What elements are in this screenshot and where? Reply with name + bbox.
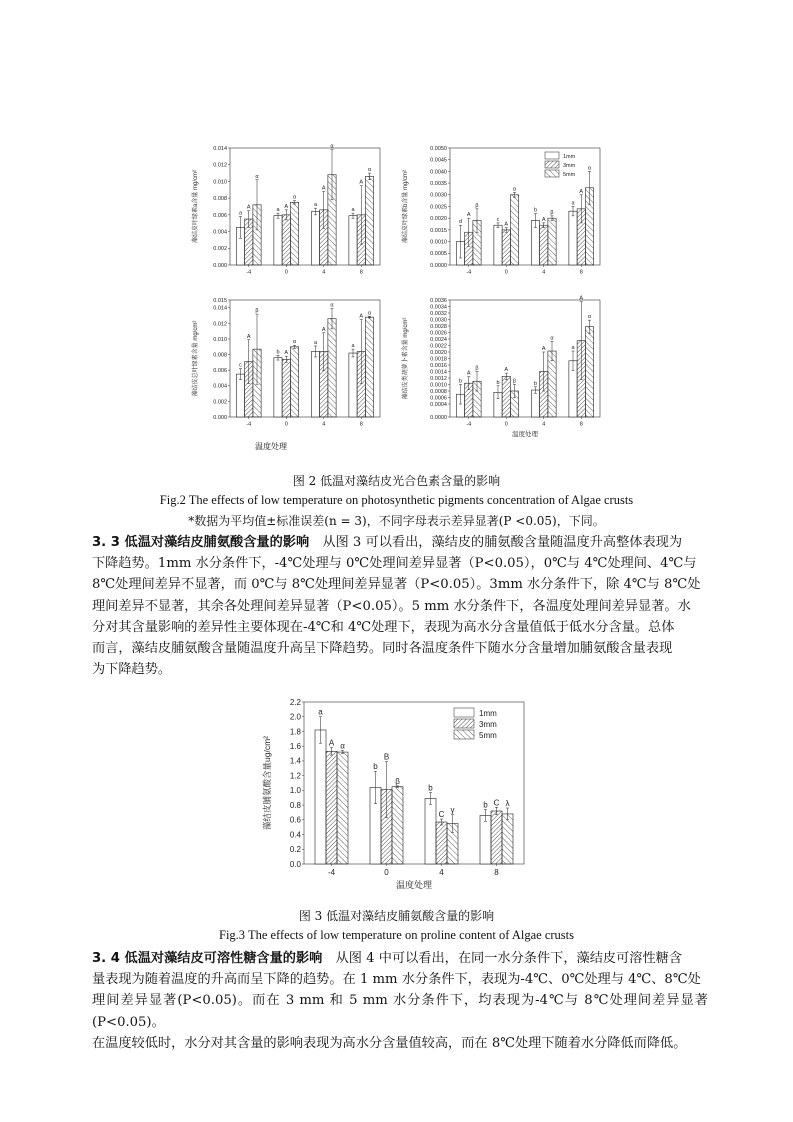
y-tick-label: 0.0036: [430, 297, 447, 304]
x-tick-label: 0: [284, 421, 288, 428]
legend-swatch: [545, 152, 559, 159]
bar-5mm: [290, 202, 298, 265]
fig2-note: *数据为平均值±标准误差(n = 3)，不同字母表示差异显著(P <0.05)，下同。: [188, 514, 605, 528]
y-tick-label: 0.000: [213, 262, 227, 269]
section-3-4-line: 理间差异显著(P<0.05)。而在 3 mm 和 5 mm 水分条件下，均表现为-4℃与 8℃处理间差异显著(P<0.05)。: [92, 993, 708, 1030]
x-tick-label: 8: [579, 421, 583, 428]
x-tick-label: 4: [322, 421, 326, 428]
bar-1mm: [274, 216, 282, 265]
y-tick-label: 0.0018: [430, 356, 447, 363]
significance-label: α: [587, 165, 592, 172]
legend-label: 5mm: [479, 731, 497, 740]
legend-swatch: [454, 708, 474, 717]
y-axis-label: 藻结皮类胡萝卜素含量 mg/cm²: [403, 317, 409, 400]
chart-carotenoid-svg: [400, 292, 610, 450]
bar-1mm: [236, 374, 244, 417]
significance-label: d: [458, 219, 463, 226]
x-tick-label: 0: [504, 269, 508, 276]
section-3-4: [92, 948, 708, 1054]
significance-label: γ: [450, 805, 455, 815]
bar-1mm: [274, 358, 282, 417]
significance-label: A: [579, 295, 584, 302]
significance-label: b: [373, 762, 378, 772]
x-tick-label: -4: [466, 421, 472, 428]
significance-label: a: [571, 345, 575, 352]
y-tick-label: 0.0032: [430, 310, 447, 317]
chart-chla-svg: [190, 140, 390, 288]
y-axis-label: 藻结皮脯氨酸含量ug/cm²: [262, 736, 272, 830]
y-tick-label: 0.0012: [430, 375, 447, 382]
legend-swatch: [545, 161, 559, 168]
significance-label: λ: [505, 799, 510, 809]
significance-label: A: [246, 204, 251, 211]
x-tick-label: 0: [284, 269, 288, 276]
bar-5mm: [337, 752, 348, 864]
significance-label: α: [330, 143, 334, 150]
significance-label: α: [292, 339, 297, 346]
y-tick-label: 1.0: [289, 786, 301, 796]
chart-chlb-svg: [400, 140, 610, 288]
bar-1mm: [315, 730, 326, 864]
fig2-chart-total-chl: [190, 292, 390, 450]
y-tick-label: 1.2: [289, 771, 301, 781]
significance-label: C: [438, 810, 445, 820]
y-tick-label: 0.0: [289, 859, 301, 869]
significance-label: b: [276, 349, 280, 356]
y-tick-label: 0.0034: [430, 304, 447, 311]
y-tick-label: 0.0010: [430, 239, 447, 246]
significance-label: α: [292, 194, 297, 201]
y-tick-label: 0.0035: [430, 181, 447, 188]
y-tick-label: 0.0030: [430, 192, 447, 199]
legend-label: 1mm: [563, 154, 576, 160]
y-tick-label: 0.0000: [430, 262, 447, 269]
x-tick-label: 4: [439, 868, 444, 877]
bar-5mm: [290, 347, 298, 417]
y-tick-label: 0.4: [289, 830, 301, 840]
significance-label: c: [239, 362, 242, 369]
significance-label: α: [367, 167, 372, 174]
bar-5mm: [548, 218, 556, 265]
significance-label: α: [330, 302, 334, 309]
y-tick-label: 0.0026: [430, 330, 447, 337]
y-tick-label: 0.000: [213, 414, 227, 421]
significance-label: α: [367, 310, 372, 317]
x-tick-label: 0: [384, 868, 389, 877]
bar-5mm: [585, 327, 593, 417]
fig2-chart-chla: [190, 140, 390, 288]
y-tick-label: 0.0045: [430, 157, 447, 164]
significance-label: α: [340, 741, 345, 751]
bar-1mm: [311, 351, 319, 417]
bar-1mm: [569, 211, 577, 265]
x-tick-label: 8: [579, 269, 583, 276]
bar-1mm: [311, 212, 319, 265]
significance-label: a: [351, 207, 355, 214]
x-tick-label: -4: [246, 421, 252, 428]
y-tick-label: 0.8: [289, 800, 301, 810]
significance-label: A: [541, 216, 546, 223]
x-tick-label: 8: [359, 269, 363, 276]
bar-1mm: [349, 353, 357, 417]
fig2-caption-en: Fig.2 The effects of low temperature on photosynthetic pigments concentration of Algae crusts: [159, 493, 634, 507]
significance-label: β: [395, 776, 400, 786]
y-tick-label: 0.010: [213, 336, 227, 343]
bar-1mm: [494, 225, 502, 265]
y-tick-label: 0.0016: [430, 362, 447, 369]
bar-5mm: [510, 195, 518, 265]
significance-label: a: [571, 200, 575, 207]
x-tick-label: -4: [466, 269, 472, 276]
y-tick-label: 0.014: [213, 145, 227, 152]
bar-3mm: [282, 215, 290, 265]
y-tick-label: 1.6: [289, 741, 301, 751]
significance-label: β: [550, 209, 554, 216]
y-tick-label: 0.015: [213, 297, 227, 304]
section-3-3-line: 理间差异不显著，其余各处理间差异显著（P<0.05）。5 mm 水分条件下，各温度处理间差异显著。水: [92, 598, 691, 614]
significance-label: α: [255, 173, 259, 180]
bar-3mm: [502, 376, 510, 417]
bar-3mm: [502, 230, 510, 265]
significance-label: a: [313, 340, 318, 347]
bar-3mm: [436, 822, 447, 864]
bar-5mm: [328, 319, 336, 417]
significance-label: α: [512, 186, 517, 193]
significance-label: b: [428, 783, 433, 793]
x-tick-label: 4: [322, 269, 326, 276]
significance-label: b: [533, 380, 538, 387]
significance-label: A: [466, 212, 471, 219]
significance-label: A: [321, 185, 326, 192]
y-tick-label: 0.0024: [430, 336, 447, 343]
bar-5mm: [392, 787, 403, 864]
bar-3mm: [491, 811, 502, 864]
y-tick-label: 1.8: [289, 727, 301, 737]
legend-label: 1mm: [479, 709, 497, 718]
legend-label: 3mm: [479, 720, 497, 729]
section-3-3: [92, 532, 708, 680]
y-tick-label: 2.0: [289, 712, 301, 722]
bar-5mm: [365, 317, 373, 417]
y-tick-label: 0.008: [213, 196, 227, 203]
y-tick-label: 0.006: [213, 212, 227, 219]
y-tick-label: 0.0020: [430, 349, 447, 356]
significance-label: β: [475, 202, 479, 209]
chart-total-chl-svg: [190, 292, 390, 450]
significance-label: a: [318, 707, 323, 717]
y-tick-label: 0.0050: [430, 145, 447, 152]
y-tick-label: 0.0040: [430, 169, 447, 176]
significance-label: A: [504, 221, 509, 228]
significance-label: A: [284, 203, 289, 210]
y-tick-label: 0.0008: [430, 388, 447, 395]
significance-label: a: [313, 202, 318, 209]
bar-1mm: [425, 798, 436, 864]
fig2-chart-carotenoid: [400, 292, 610, 450]
x-axis-label: 温度处理: [395, 880, 433, 890]
y-tick-label: 0.004: [213, 383, 227, 390]
y-tick-label: 0.0015: [430, 227, 447, 234]
y-axis-label: 藻结皮叶绿素a含量 mg/cm²: [193, 169, 199, 244]
bar-1mm: [531, 390, 539, 417]
significance-label: a: [351, 343, 355, 350]
y-tick-label: 0.014: [213, 305, 227, 312]
significance-label: A: [504, 367, 509, 374]
significance-label: b: [496, 379, 500, 386]
section-3-4-line: 在温度较低时，水分对其含量的影响表现为高水分含量值较高，而在 8℃处理下随着水分降低而降低。: [92, 1035, 687, 1051]
significance-label: A: [246, 333, 251, 340]
bar-3mm: [282, 359, 290, 417]
significance-label: B: [383, 752, 390, 762]
x-tick-label: -4: [246, 269, 252, 276]
y-tick-label: 0.002: [213, 399, 227, 406]
significance-label: b: [483, 800, 488, 810]
x-tick-label: 0: [504, 421, 508, 428]
y-tick-label: 0.006: [213, 368, 227, 375]
x-axis-label: 温度处理: [512, 431, 538, 438]
section-3-3-line: 从图 3 可以看出，藻结皮的脯氨酸含量随温度升高整体表现为: [309, 535, 683, 550]
bar-5mm: [502, 814, 513, 864]
y-axis-label: 藻结皮总叶绿素含量 mg/cm²: [193, 320, 199, 397]
y-tick-label: 0.0004: [430, 401, 447, 408]
legend-swatch: [454, 719, 474, 728]
section-3-3-line: 而言，藻结皮脯氨酸含量随温度升高呈下降趋势。同时各温度条件下随水分含量增加脯氨酸含量表现: [92, 641, 673, 657]
significance-label: b: [458, 378, 463, 385]
significance-label: A: [466, 370, 471, 377]
section-3-3-line: 分对其含量影响的差异性主要体现在-4℃和 4℃处理下，表现为高水分含量值低于低水分含量。总体: [92, 619, 675, 635]
section-3-4-line: 从图 4 中可以看出，在同一水分条件下，藻结皮可溶性糖含: [322, 951, 683, 966]
bar-3mm: [326, 751, 337, 864]
fig3-caption-en: Fig.3 The effects of low temperature on proline content of Algae crusts: [219, 928, 574, 942]
section-3-4-heading: 3. 4 低温对藻结皮可溶性糖含量的影响: [92, 951, 323, 966]
y-tick-label: 0.010: [213, 179, 227, 186]
y-tick-label: 0.0020: [430, 216, 447, 223]
significance-label: α: [550, 335, 554, 342]
y-tick-label: 0.004: [213, 229, 227, 236]
significance-label: A: [321, 326, 326, 333]
legend-label: 3mm: [563, 163, 576, 169]
y-tick-label: 0.002: [213, 246, 227, 253]
significance-label: β: [255, 308, 259, 315]
legend-label: 5mm: [563, 172, 576, 178]
section-3-3-line: 为下降趋势。: [92, 662, 172, 678]
section-3-3-line: 下降趋势。1mm 水分条件下，-4℃处理与 0℃处理间差异显著（P<0.05），0℃与 4℃处理间、4℃与: [92, 556, 697, 572]
section-3-3-heading: 3. 3 低温对藻结皮脯氨酸含量的影响: [92, 535, 310, 550]
y-tick-label: 0.0028: [430, 323, 447, 330]
significance-label: α: [587, 314, 592, 321]
section-3-4-line: 量表现为随着温度的升高而呈下降的趋势。在 1 mm 水分条件下，表现为-4℃、0℃处理与 4℃、8℃处: [92, 972, 701, 988]
fig2-chart-chlb: [400, 140, 610, 288]
bar-1mm: [480, 815, 491, 864]
y-tick-label: 0.012: [213, 162, 227, 169]
y-tick-label: 0.0010: [430, 382, 447, 389]
y-tick-label: 0.2: [289, 845, 301, 855]
fig2-caption-cn: 图 2 低温对藻结皮光合色素含量的影响: [292, 474, 501, 488]
y-tick-label: 0.008: [213, 352, 227, 359]
bar-1mm: [349, 216, 357, 265]
y-tick-label: 1.4: [289, 756, 301, 766]
y-tick-label: 0.012: [213, 321, 227, 328]
bar-3mm: [540, 225, 548, 265]
y-tick-label: 0.0030: [430, 317, 447, 324]
significance-label: c: [496, 216, 500, 223]
chart-proline-svg: [262, 694, 532, 894]
x-tick-label: -4: [327, 868, 336, 877]
y-tick-label: 0.0006: [430, 395, 447, 402]
y-tick-label: 0.0000: [430, 414, 447, 421]
x-tick-label: 8: [494, 868, 499, 877]
significance-label: A: [359, 179, 364, 186]
significance-label: A: [359, 313, 364, 320]
legend-swatch: [545, 170, 559, 177]
y-tick-label: 2.2: [289, 697, 301, 707]
significance-label: b: [533, 207, 538, 214]
significance-label: a: [238, 210, 243, 217]
y-tick-label: 0.0005: [430, 251, 447, 258]
section-3-3-line: 8℃处理间差异不显著，而 0℃与 8℃处理间差异显著（P<0.05）。3mm 水分条件下，除 4℃与 8℃处: [92, 577, 701, 593]
significance-label: A: [328, 738, 335, 748]
significance-label: a: [276, 207, 280, 214]
y-tick-label: 0.0022: [430, 343, 447, 350]
x-tick-label: 4: [542, 421, 546, 428]
y-tick-label: 0.0025: [430, 204, 447, 211]
fig3-caption-cn: 图 3 低温对藻结皮脯氨酸含量的影响: [298, 909, 495, 923]
significance-label: A: [541, 346, 546, 352]
fig3-chart-proline: [262, 694, 532, 894]
y-tick-label: 0.0014: [430, 369, 447, 376]
bar-5mm: [365, 176, 373, 265]
x-tick-label: 8: [359, 421, 363, 428]
significance-label: C: [493, 798, 500, 808]
significance-label: A: [284, 350, 289, 357]
significance-label: A: [579, 188, 584, 195]
legend-swatch: [454, 730, 474, 739]
total-chl-xlabel: 温度处理: [255, 442, 287, 451]
significance-label: β: [512, 378, 517, 385]
significance-label: β: [475, 365, 479, 372]
y-axis-label: 藻结皮叶绿素b含量 mg/cm²: [403, 169, 409, 244]
x-tick-label: 4: [542, 269, 546, 276]
y-tick-label: 0.6: [289, 815, 301, 825]
